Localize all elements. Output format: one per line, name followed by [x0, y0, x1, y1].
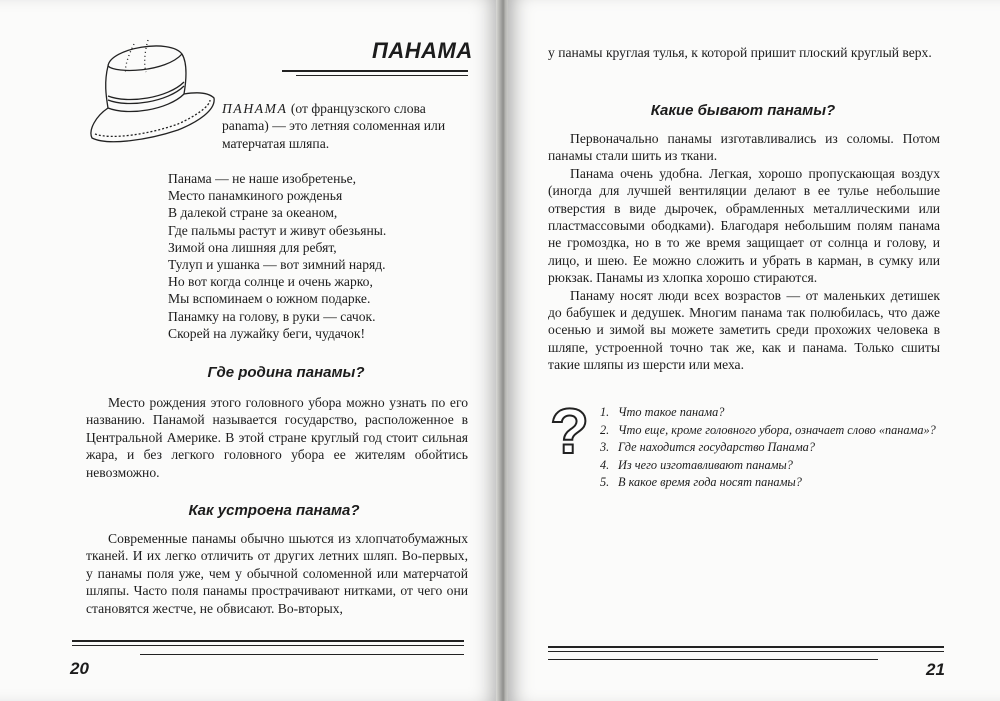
homeland-paragraph: Место рождения этого головного убора можно узнать по его названию. Панамой называется государство, расположенное в Центральной Америке. В этой стране круглый год стоит сильная жара, и без легкого головного убора ее жителям обойтись невозможно. — [86, 395, 468, 480]
structure-paragraph: Современные панамы обычно шьются из хлопчатобумажных тканей. И их легко отличить от других летних шляп. Во-первых, у панамы поля уже, чем у обычной соломенной или матерчатой шляпы. Часто поля панамы прострачивают нитками, от чего они становятся жестче, не обвисают. Во-вторых, — [86, 531, 468, 616]
footer-rule-2 — [548, 651, 944, 652]
intro-term: ПАНАМА — [222, 101, 288, 116]
question-item: 1. Что такое панама? — [600, 405, 725, 419]
poem-line: Панама — не наше изобретенье, — [168, 171, 356, 186]
page-number-left: 20 — [70, 659, 89, 678]
poem-line: В далекой стране за океаном, — [168, 205, 338, 221]
question-item: 5. В какое время года носят панамы? — [600, 475, 802, 490]
intro-definition: ПАНАМА (от французского слова panama) — это летняя соломенная или матерчатая шляпа. — [222, 101, 446, 151]
poem-line: Панамку на голову, в руки — сачок. — [168, 308, 376, 324]
question-item: 2. Что еще, кроме головного убора, означает слово «панама»? — [600, 422, 936, 437]
footer-rule-1 — [72, 640, 464, 642]
poem-line: Где пальмы растут и живут обезьяны. — [168, 222, 387, 238]
poem — [168, 170, 386, 342]
heading-kinds: Какие бывают панамы? — [650, 102, 836, 119]
poem-line: Скорей на лужайку беги, чудачок! — [168, 325, 366, 341]
footer-rule-3 — [140, 654, 464, 655]
kinds-section — [548, 130, 940, 374]
poem-line: Мы вспоминаем о южном подарке. — [168, 291, 371, 307]
footer-rule-3 — [548, 659, 878, 660]
page-number-right: 21 — [926, 660, 945, 679]
footer-rule-2 — [72, 645, 464, 646]
page-title: ПАНАМА — [372, 38, 473, 63]
title-underline-2 — [296, 75, 468, 76]
question-item: 4. Из чего изготавливают панамы? — [600, 457, 793, 472]
question-item: 3. Где находится государство Панама? — [600, 440, 815, 455]
poem-line: Зимой она лишняя для ребят, — [168, 239, 337, 255]
paragraph: Панаму носят люди всех возрастов — от маленьких детишек до бабушек и дедушек. Многим панама так полюбилась, что даже осенью и зимой вы можете заметить среди прохожих человека в шляпе, устроенной точно так же, как и панама. Только сшиты такие шляпы из шерсти или меха. — [548, 287, 940, 373]
poem-line: Место панамкиного рожденья — [168, 188, 343, 204]
heading-structure: Как устроена панама? — [188, 502, 360, 519]
paragraph: Панама очень удобна. Легкая, хорошо пропускающая воздух (иногда для лучшей вентиляции делают в ее тулье небольшие отверстия в виде дырочек, обрамленных металлическими или пластмассовыми ободками). Благодаря небольшим полям панама не громоздка, но в то же время защищает от солнца и голову, и лицо, и шею. Ее можно сложить и убрать в карман, в сумку или рюкзак. Панамы из хлопка хорошо стираются. — [548, 165, 940, 286]
paragraph: Первоначально панамы изготавливались из соломы. Потом панамы стали шить из ткани. — [548, 131, 940, 164]
panama-hat-drawing-icon — [78, 34, 223, 146]
title-underline-1 — [282, 70, 468, 72]
poem-line: Но вот когда солнце и очень жарко, — [168, 274, 373, 290]
question-mark-icon: ? — [550, 395, 590, 467]
questions-list — [600, 404, 938, 492]
continuation-text: у панамы круглая тулья, к которой пришит плоский круглый верх. — [548, 45, 932, 60]
poem-line: Тулуп и ушанка — вот зимний наряд. — [168, 257, 386, 273]
footer-rule-1 — [548, 646, 944, 648]
heading-homeland: Где родина панамы? — [207, 364, 365, 381]
right-page — [508, 0, 1000, 701]
